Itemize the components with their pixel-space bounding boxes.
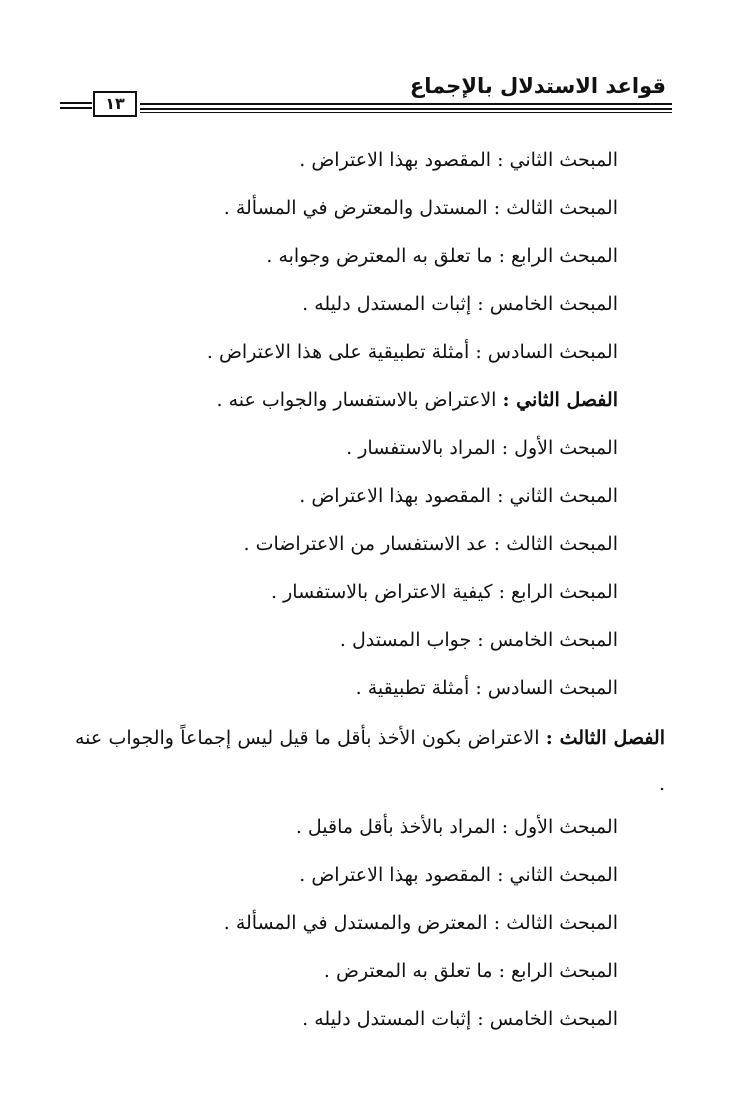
toc-entry (224, 908, 618, 938)
entry-text: جواب المستدل . (339, 629, 472, 651)
toc-entry (207, 337, 618, 367)
entry-text: المقصود بهذا الاعتراض . (299, 149, 492, 171)
entry-label: المبحث الخامس : (477, 1008, 618, 1030)
entry-label: المبحث الرابع : (498, 245, 618, 267)
toc-entry (299, 481, 618, 511)
entry-label: المبحث الأول : (501, 816, 618, 838)
entry-label: المبحث السادس : (475, 677, 618, 699)
entry-text: المراد بالأخذ بأقل ماقيل . (295, 816, 496, 838)
toc-entry (271, 577, 618, 607)
entry-label: المبحث الثالث : (493, 197, 618, 219)
page-number: ١٣ (93, 91, 137, 117)
toc-entry (299, 860, 618, 890)
entry-label: المبحث الثالث : (493, 912, 618, 934)
entry-text: كيفية الاعتراض بالاستفسار . (271, 581, 493, 603)
entry-label: المبحث الرابع : (498, 960, 618, 982)
entry-label: المبحث الخامس : (477, 293, 618, 315)
entry-text: ما تعلق به المعترض وجوابه . (266, 245, 493, 267)
toc-entry (302, 289, 618, 319)
toc-chapter-entry (216, 385, 618, 415)
entry-text: ما تعلق به المعترض . (323, 960, 493, 982)
toc-chapter-entry (75, 715, 665, 807)
entry-text: إثبات المستدل دليله . (302, 293, 472, 315)
entry-label: المبحث الثاني : (497, 149, 618, 171)
toc-entry (299, 145, 618, 175)
running-title: قواعد الاستدلال بالإجماع (409, 74, 666, 98)
chapter-label: الفصل الثالث : (545, 727, 665, 749)
entry-text: المعترض والمستدل في المسألة . (223, 912, 488, 934)
entry-text: إثبات المستدل دليله . (302, 1008, 472, 1030)
toc-entry (266, 241, 618, 271)
entry-text: المستدل والمعترض في المسألة . (223, 197, 488, 219)
entry-text: الاعتراض بالاستفسار والجواب عنه . (216, 389, 497, 411)
entry-text: المقصود بهذا الاعتراض . (299, 485, 492, 507)
toc-entry (244, 529, 618, 559)
toc-entry (296, 812, 618, 842)
entry-text: الاعتراض بكون الأخذ بأقل ما قيل ليس إجماعاً والجواب عنه . (75, 727, 665, 795)
toc-entry (302, 1004, 618, 1034)
entry-label: المبحث الثاني : (497, 864, 618, 886)
entry-text: المقصود بهذا الاعتراض . (299, 864, 492, 886)
entry-label: المبحث السادس : (475, 341, 618, 363)
entry-label: المبحث الثاني : (497, 485, 618, 507)
entry-text: أمثلة تطبيقية . (355, 677, 470, 699)
chapter-label: الفصل الثاني : (502, 389, 618, 411)
toc-entry (224, 193, 618, 223)
toc-entry (340, 625, 618, 655)
entry-label: المبحث الأول : (501, 437, 618, 459)
entry-text: المراد بالاستفسار . (346, 437, 496, 459)
entry-label: المبحث الثالث : (493, 533, 618, 555)
entry-text: أمثلة تطبيقية على هذا الاعتراض . (206, 341, 470, 363)
entry-label: المبحث الخامس : (477, 629, 618, 651)
toc-entry (346, 433, 618, 463)
toc-entry (356, 673, 618, 703)
toc-entry (324, 956, 618, 986)
entry-label: المبحث الرابع : (498, 581, 618, 603)
entry-text: عد الاستفسار من الاعتراضات . (243, 533, 488, 555)
